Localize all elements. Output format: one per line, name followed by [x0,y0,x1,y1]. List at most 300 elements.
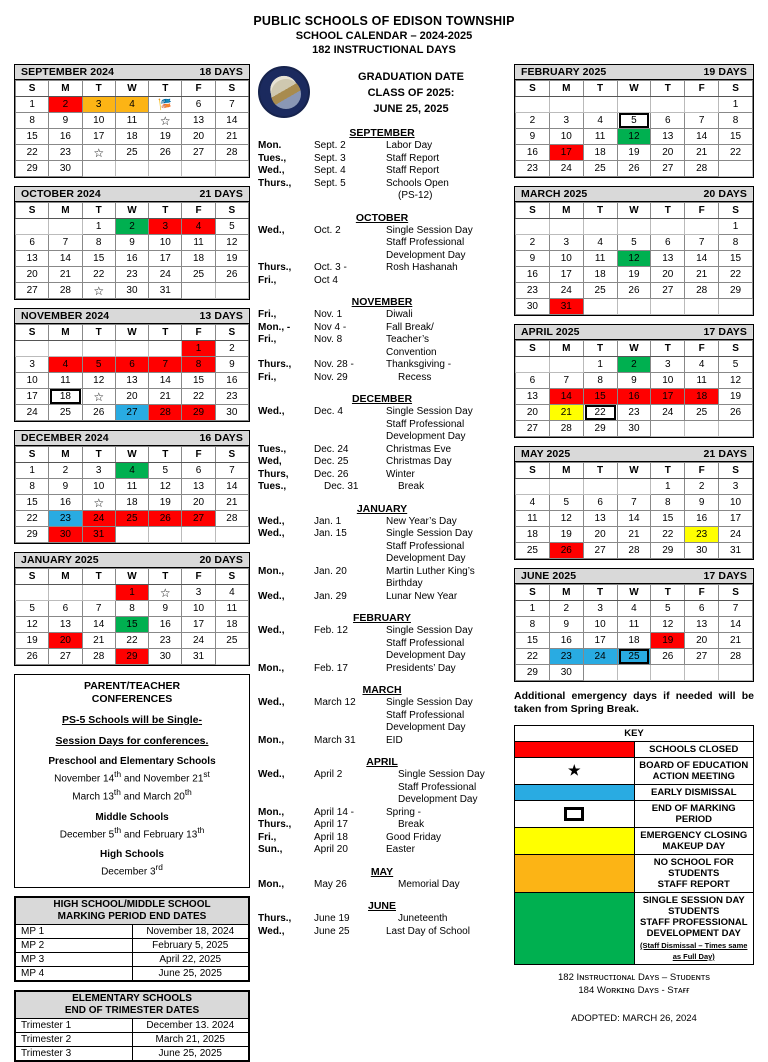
day-cell-24[interactable]: 24 [82,511,115,527]
day-cell-25[interactable]: 25 [115,145,148,161]
day-cell-4[interactable]: 4 [516,495,550,511]
day-cell-18[interactable]: 18 [583,267,617,283]
day-cell-30[interactable]: 30 [149,649,182,665]
day-cell-19[interactable]: 19 [617,267,651,283]
day-cell-29[interactable]: 29 [182,405,215,421]
day-cell-15[interactable]: 15 [82,251,115,267]
day-cell-1[interactable]: 1 [719,219,753,235]
day-cell-24[interactable]: 24 [719,527,753,543]
day-cell-30[interactable]: 30 [49,527,82,543]
day-cell-4[interactable]: 4 [115,97,148,113]
day-cell-20[interactable]: 20 [516,405,550,421]
day-cell-26[interactable]: 26 [149,511,182,527]
day-cell-5[interactable]: 5 [149,463,182,479]
day-cell-27[interactable]: 27 [182,145,215,161]
day-cell-12[interactable]: 12 [149,479,182,495]
day-cell-11[interactable]: 11 [182,235,215,251]
day-cell-29[interactable]: 29 [16,161,49,177]
day-cell-25[interactable]: 25 [182,267,215,283]
day-cell-27[interactable]: 27 [685,649,719,665]
day-cell-7[interactable]: 7 [49,235,82,251]
day-cell-5[interactable]: 5 [719,357,753,373]
day-cell-14[interactable]: 14 [617,511,651,527]
day-cell-7[interactable]: 7 [549,373,583,389]
day-cell-21[interactable]: 21 [82,633,115,649]
day-cell-31[interactable]: 31 [149,283,182,299]
day-cell-23[interactable]: 23 [549,649,583,665]
day-cell-26[interactable]: 26 [215,267,248,283]
day-cell-18[interactable]: 18 [617,633,651,649]
day-cell-11[interactable]: 11 [115,113,148,129]
day-cell-5[interactable]: 5 [82,357,115,373]
day-cell-26[interactable]: 26 [549,543,583,559]
day-cell-2[interactable]: 2 [516,113,550,129]
day-cell-16[interactable]: 16 [516,267,550,283]
day-cell-8[interactable]: 8 [651,495,685,511]
day-cell-7[interactable]: 7 [82,601,115,617]
day-cell-29[interactable]: 29 [651,543,685,559]
day-cell-1[interactable]: 1 [115,585,148,601]
day-cell-25[interactable]: 25 [617,649,651,665]
day-cell-29[interactable] [82,283,115,299]
day-cell-9[interactable]: 9 [115,235,148,251]
day-cell-25[interactable]: 25 [583,283,617,299]
day-cell-27[interactable]: 27 [651,283,685,299]
day-cell-12[interactable]: 12 [549,511,583,527]
day-cell-5[interactable]: 5 [617,113,651,129]
day-cell-26[interactable]: 26 [617,283,651,299]
day-cell-25[interactable]: 25 [516,543,550,559]
day-cell-14[interactable]: 14 [215,479,248,495]
day-cell-22[interactable]: 22 [82,267,115,283]
day-cell-3[interactable]: 3 [583,601,617,617]
day-cell-23[interactable]: 23 [49,511,82,527]
day-cell-30[interactable]: 30 [49,161,82,177]
day-cell-13[interactable]: 13 [16,251,49,267]
day-cell-23[interactable]: 23 [115,267,148,283]
day-cell-7[interactable]: 7 [719,601,753,617]
day-cell-30[interactable]: 30 [115,283,148,299]
day-cell-15[interactable]: 15 [16,129,49,145]
day-cell-9[interactable]: 9 [685,495,719,511]
day-cell-27[interactable]: 27 [182,511,215,527]
day-cell-25[interactable]: 25 [583,161,617,177]
day-cell-28[interactable]: 28 [549,421,583,437]
day-cell-15[interactable]: 15 [115,617,148,633]
day-cell-31[interactable]: 31 [82,527,115,543]
day-cell-28[interactable]: 28 [617,543,651,559]
day-cell-6[interactable]: 6 [115,357,148,373]
day-cell-1[interactable]: 1 [651,479,685,495]
day-cell-13[interactable]: 13 [115,373,148,389]
day-cell-20[interactable]: 20 [49,633,82,649]
day-cell-20[interactable]: 20 [182,129,215,145]
day-cell-23[interactable]: 23 [617,405,651,421]
day-cell-5[interactable]: 5 [617,235,651,251]
day-cell-12[interactable]: 12 [617,251,651,267]
day-cell-17[interactable]: 17 [149,251,182,267]
day-cell-2[interactable]: 2 [685,479,719,495]
day-cell-17[interactable]: 17 [82,129,115,145]
day-cell-11[interactable]: 11 [115,479,148,495]
day-cell-12[interactable] [149,113,182,129]
day-cell-2[interactable] [149,585,182,601]
day-cell-7[interactable]: 7 [685,235,719,251]
day-cell-2[interactable]: 2 [516,235,550,251]
day-cell-27[interactable]: 27 [583,543,617,559]
day-cell-14[interactable]: 14 [549,389,583,405]
day-cell-21[interactable]: 21 [685,145,719,161]
day-cell-3[interactable]: 3 [549,113,583,129]
day-cell-12[interactable]: 12 [617,129,651,145]
day-cell-19[interactable]: 19 [149,495,182,511]
day-cell-15[interactable]: 15 [16,495,49,511]
day-cell-16[interactable]: 16 [516,145,550,161]
day-cell-16[interactable]: 16 [549,633,583,649]
day-cell-3[interactable]: 3 [719,479,753,495]
day-cell-17[interactable] [82,495,115,511]
day-cell-17[interactable]: 17 [182,617,215,633]
day-cell-5[interactable] [149,97,182,113]
day-cell-28[interactable]: 28 [685,161,719,177]
day-cell-13[interactable]: 13 [182,113,215,129]
day-cell-3[interactable]: 3 [149,219,182,235]
day-cell-19[interactable]: 19 [16,633,49,649]
day-cell-8[interactable]: 8 [82,235,115,251]
day-cell-28[interactable]: 28 [215,145,248,161]
day-cell-3[interactable]: 3 [82,97,115,113]
day-cell-4[interactable]: 4 [617,601,651,617]
day-cell-22[interactable]: 22 [719,145,753,161]
day-cell-12[interactable]: 12 [719,373,753,389]
day-cell-9[interactable]: 9 [549,617,583,633]
day-cell-11[interactable]: 11 [516,511,550,527]
day-cell-1[interactable]: 1 [583,357,617,373]
day-cell-15[interactable]: 15 [651,511,685,527]
day-cell-14[interactable]: 14 [149,373,182,389]
day-cell-21[interactable]: 21 [719,633,753,649]
day-cell-15[interactable]: 15 [182,373,215,389]
day-cell-15[interactable]: 15 [583,389,617,405]
day-cell-18[interactable]: 18 [182,251,215,267]
day-cell-17[interactable]: 17 [16,389,49,405]
day-cell-10[interactable]: 10 [719,495,753,511]
day-cell-10[interactable]: 10 [651,373,685,389]
day-cell-10[interactable]: 10 [82,479,115,495]
day-cell-10[interactable]: 10 [16,373,49,389]
day-cell-21[interactable]: 21 [617,527,651,543]
day-cell-31[interactable]: 31 [719,543,753,559]
day-cell-2[interactable]: 2 [617,357,651,373]
day-cell-29[interactable]: 29 [719,283,753,299]
day-cell-19[interactable]: 19 [215,251,248,267]
day-cell-6[interactable]: 6 [49,601,82,617]
day-cell-20[interactable]: 20 [182,495,215,511]
day-cell-4[interactable]: 4 [182,219,215,235]
day-cell-3[interactable]: 3 [182,585,215,601]
day-cell-8[interactable]: 8 [182,357,215,373]
day-cell-6[interactable]: 6 [583,495,617,511]
day-cell-14[interactable]: 14 [685,129,719,145]
day-cell-26[interactable]: 26 [651,649,685,665]
day-cell-5[interactable]: 5 [215,219,248,235]
day-cell-23[interactable]: 23 [149,633,182,649]
day-cell-9[interactable]: 9 [516,129,550,145]
day-cell-10[interactable]: 10 [549,129,583,145]
day-cell-1[interactable]: 1 [182,341,215,357]
day-cell-3[interactable]: 3 [16,357,49,373]
day-cell-15[interactable]: 15 [516,633,550,649]
day-cell-11[interactable]: 11 [617,617,651,633]
day-cell-9[interactable]: 9 [516,251,550,267]
day-cell-2[interactable]: 2 [49,463,82,479]
day-cell-6[interactable]: 6 [685,601,719,617]
day-cell-24[interactable]: 24 [549,283,583,299]
day-cell-31[interactable]: 31 [549,299,583,315]
day-cell-13[interactable]: 13 [651,251,685,267]
day-cell-4[interactable]: 4 [115,463,148,479]
day-cell-20[interactable]: 20 [651,267,685,283]
day-cell-22[interactable]: 22 [583,405,617,421]
day-cell-8[interactable]: 8 [583,373,617,389]
day-cell-17[interactable]: 17 [583,633,617,649]
day-cell-24[interactable]: 24 [16,405,49,421]
day-cell-16[interactable]: 16 [617,389,651,405]
day-cell-30[interactable]: 30 [617,421,651,437]
day-cell-16[interactable]: 16 [115,251,148,267]
day-cell-24[interactable]: 24 [583,649,617,665]
day-cell-5[interactable]: 5 [549,495,583,511]
day-cell-16[interactable]: 16 [49,495,82,511]
day-cell-26[interactable]: 26 [82,405,115,421]
day-cell-22[interactable]: 22 [516,649,550,665]
day-cell-18[interactable]: 18 [516,527,550,543]
day-cell-21[interactable]: 21 [549,405,583,421]
day-cell-16[interactable]: 16 [685,511,719,527]
day-cell-7[interactable]: 7 [215,463,248,479]
day-cell-1[interactable]: 1 [516,601,550,617]
day-cell-21[interactable]: 21 [215,495,248,511]
day-cell-3[interactable]: 3 [549,235,583,251]
day-cell-1[interactable]: 1 [16,463,49,479]
day-cell-31[interactable]: 31 [182,649,215,665]
day-cell-23[interactable]: 23 [516,283,550,299]
day-cell-27[interactable]: 27 [115,405,148,421]
day-cell-21[interactable]: 21 [149,389,182,405]
day-cell-19[interactable]: 19 [719,389,753,405]
day-cell-18[interactable]: 18 [115,129,148,145]
day-cell-10[interactable]: 10 [583,617,617,633]
day-cell-26[interactable]: 26 [149,145,182,161]
day-cell-18[interactable]: 18 [115,495,148,511]
day-cell-13[interactable]: 13 [49,617,82,633]
day-cell-19[interactable] [82,389,115,405]
day-cell-17[interactable]: 17 [549,145,583,161]
day-cell-18[interactable]: 18 [215,617,248,633]
day-cell-16[interactable]: 16 [49,129,82,145]
day-cell-11[interactable]: 11 [583,129,617,145]
day-cell-28[interactable]: 28 [215,511,248,527]
day-cell-23[interactable]: 23 [685,527,719,543]
day-cell-3[interactable]: 3 [82,463,115,479]
day-cell-24[interactable] [82,145,115,161]
day-cell-20[interactable]: 20 [16,267,49,283]
day-cell-29[interactable]: 29 [583,421,617,437]
day-cell-12[interactable]: 12 [82,373,115,389]
day-cell-4[interactable]: 4 [583,235,617,251]
day-cell-16[interactable]: 16 [215,373,248,389]
day-cell-11[interactable]: 11 [583,251,617,267]
day-cell-12[interactable]: 12 [651,617,685,633]
day-cell-1[interactable]: 1 [719,97,753,113]
day-cell-5[interactable]: 5 [16,601,49,617]
day-cell-22[interactable]: 22 [651,527,685,543]
day-cell-30[interactable]: 30 [516,299,550,315]
day-cell-17[interactable]: 17 [549,267,583,283]
day-cell-27[interactable]: 27 [16,283,49,299]
day-cell-18[interactable]: 18 [685,389,719,405]
day-cell-29[interactable]: 29 [115,649,148,665]
day-cell-8[interactable]: 8 [719,235,753,251]
day-cell-25[interactable]: 25 [215,633,248,649]
day-cell-28[interactable]: 28 [719,649,753,665]
day-cell-13[interactable]: 13 [583,511,617,527]
day-cell-7[interactable]: 7 [149,357,182,373]
day-cell-23[interactable]: 23 [516,161,550,177]
day-cell-12[interactable]: 12 [16,617,49,633]
day-cell-19[interactable]: 19 [617,145,651,161]
day-cell-16[interactable]: 16 [149,617,182,633]
day-cell-27[interactable]: 27 [651,161,685,177]
day-cell-13[interactable]: 13 [516,389,550,405]
day-cell-26[interactable]: 26 [719,405,753,421]
day-cell-28[interactable]: 28 [49,283,82,299]
day-cell-20[interactable]: 20 [651,145,685,161]
day-cell-10[interactable]: 10 [182,601,215,617]
day-cell-6[interactable]: 6 [16,235,49,251]
day-cell-20[interactable]: 20 [685,633,719,649]
day-cell-19[interactable]: 19 [149,129,182,145]
day-cell-10[interactable]: 10 [149,235,182,251]
day-cell-24[interactable]: 24 [549,161,583,177]
day-cell-25[interactable]: 25 [49,405,82,421]
day-cell-19[interactable]: 19 [651,633,685,649]
day-cell-15[interactable]: 15 [719,251,753,267]
day-cell-8[interactable]: 8 [115,601,148,617]
day-cell-26[interactable]: 26 [16,649,49,665]
day-cell-8[interactable]: 8 [16,113,49,129]
day-cell-12[interactable]: 12 [215,235,248,251]
day-cell-20[interactable]: 20 [115,389,148,405]
day-cell-21[interactable]: 21 [49,267,82,283]
day-cell-2[interactable]: 2 [115,219,148,235]
day-cell-30[interactable]: 30 [685,543,719,559]
day-cell-11[interactable]: 11 [685,373,719,389]
day-cell-23[interactable]: 23 [215,389,248,405]
day-cell-10[interactable]: 10 [82,113,115,129]
day-cell-2[interactable]: 2 [215,341,248,357]
day-cell-27[interactable]: 27 [516,421,550,437]
day-cell-8[interactable]: 8 [719,113,753,129]
day-cell-9[interactable]: 9 [49,479,82,495]
day-cell-24[interactable]: 24 [651,405,685,421]
day-cell-7[interactable]: 7 [215,97,248,113]
day-cell-28[interactable]: 28 [149,405,182,421]
day-cell-19[interactable]: 19 [549,527,583,543]
day-cell-25[interactable]: 25 [685,405,719,421]
day-cell-14[interactable]: 14 [49,251,82,267]
day-cell-6[interactable]: 6 [182,463,215,479]
day-cell-22[interactable]: 22 [16,511,49,527]
day-cell-7[interactable]: 7 [617,495,651,511]
day-cell-29[interactable]: 29 [516,665,550,681]
day-cell-22[interactable]: 22 [182,389,215,405]
day-cell-9[interactable]: 9 [149,601,182,617]
day-cell-11[interactable]: 11 [49,373,82,389]
day-cell-23[interactable]: 23 [49,145,82,161]
day-cell-4[interactable]: 4 [215,585,248,601]
day-cell-13[interactable]: 13 [685,617,719,633]
day-cell-28[interactable]: 28 [685,283,719,299]
day-cell-30[interactable]: 30 [549,665,583,681]
day-cell-4[interactable]: 4 [583,113,617,129]
day-cell-22[interactable]: 22 [719,267,753,283]
day-cell-13[interactable]: 13 [182,479,215,495]
day-cell-18[interactable]: 18 [583,145,617,161]
day-cell-2[interactable]: 2 [49,97,82,113]
day-cell-8[interactable]: 8 [516,617,550,633]
day-cell-14[interactable]: 14 [215,113,248,129]
day-cell-4[interactable]: 4 [49,357,82,373]
day-cell-22[interactable]: 22 [115,633,148,649]
day-cell-14[interactable]: 14 [82,617,115,633]
day-cell-6[interactable]: 6 [516,373,550,389]
day-cell-17[interactable]: 17 [651,389,685,405]
day-cell-6[interactable]: 6 [182,97,215,113]
day-cell-9[interactable]: 9 [617,373,651,389]
day-cell-11[interactable]: 11 [215,601,248,617]
day-cell-6[interactable]: 6 [651,113,685,129]
day-cell-9[interactable]: 9 [49,113,82,129]
day-cell-14[interactable]: 14 [685,251,719,267]
day-cell-30[interactable]: 30 [215,405,248,421]
day-cell-25[interactable]: 25 [115,511,148,527]
day-cell-8[interactable]: 8 [16,479,49,495]
day-cell-24[interactable]: 24 [149,267,182,283]
day-cell-1[interactable]: 1 [16,97,49,113]
day-cell-13[interactable]: 13 [651,129,685,145]
day-cell-20[interactable]: 20 [583,527,617,543]
day-cell-4[interactable]: 4 [685,357,719,373]
day-cell-21[interactable]: 21 [685,267,719,283]
day-cell-17[interactable]: 17 [719,511,753,527]
day-cell-27[interactable]: 27 [49,649,82,665]
day-cell-10[interactable]: 10 [549,251,583,267]
day-cell-14[interactable]: 14 [719,617,753,633]
day-cell-21[interactable]: 21 [215,129,248,145]
day-cell-28[interactable]: 28 [82,649,115,665]
day-cell-18[interactable]: 18 [49,389,82,405]
day-cell-24[interactable]: 24 [182,633,215,649]
day-cell-7[interactable]: 7 [685,113,719,129]
day-cell-9[interactable]: 9 [215,357,248,373]
day-cell-26[interactable]: 26 [617,161,651,177]
day-cell-5[interactable]: 5 [651,601,685,617]
day-cell-6[interactable]: 6 [651,235,685,251]
day-cell-3[interactable]: 3 [651,357,685,373]
day-cell-2[interactable]: 2 [549,601,583,617]
day-cell-29[interactable]: 29 [16,527,49,543]
